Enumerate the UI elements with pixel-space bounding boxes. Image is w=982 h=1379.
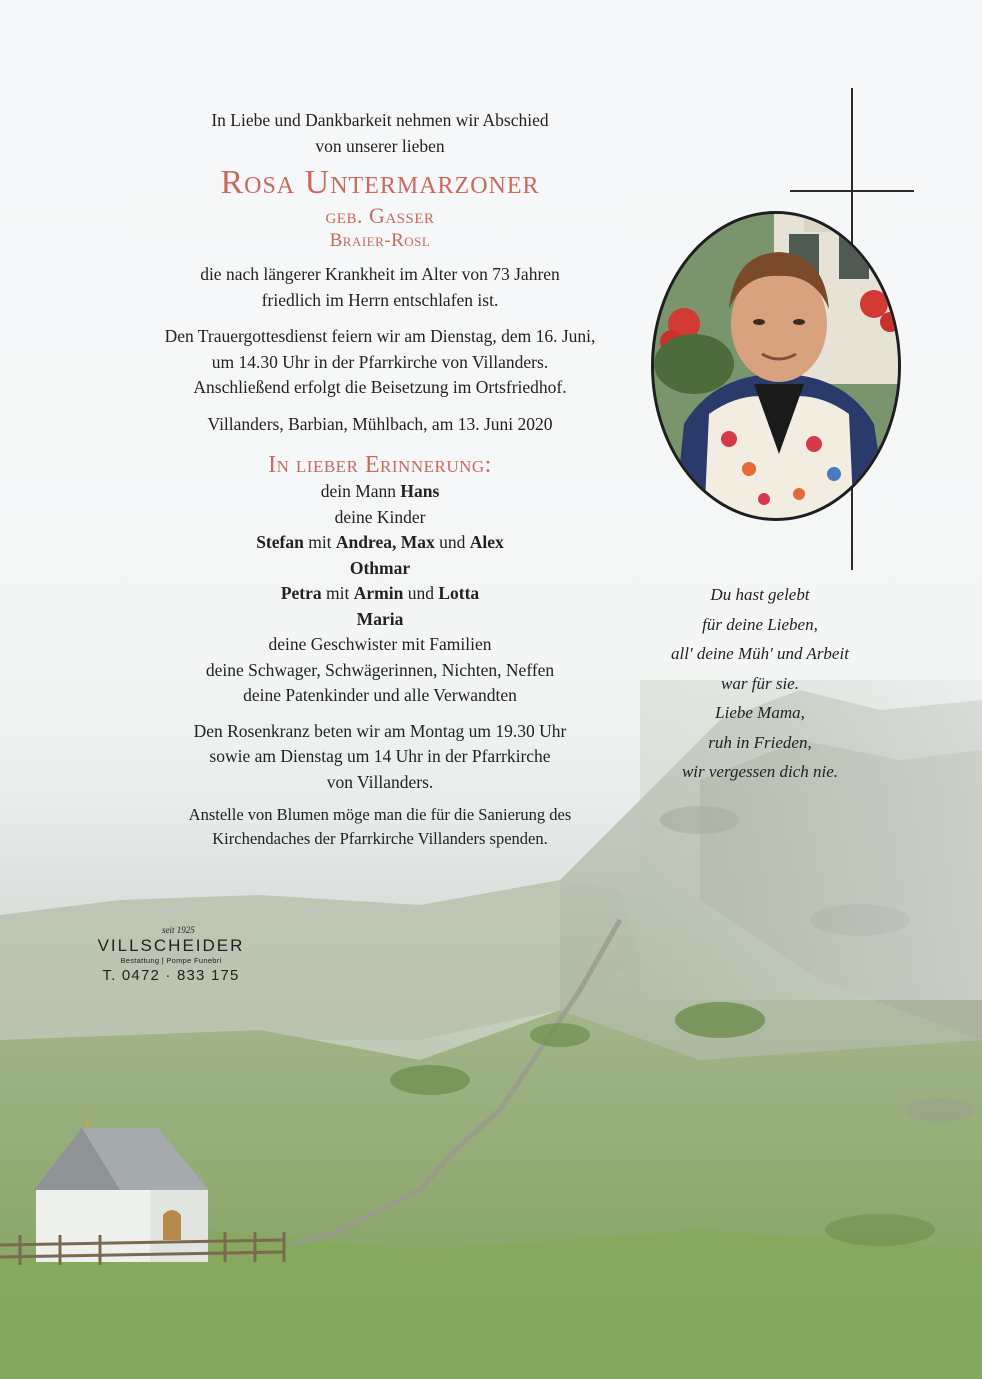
poem-line: ruh in Frieden, [708, 732, 812, 752]
rosary-line-2: sowie am Dienstag um 14 Uhr in der Pfarrkirche [209, 746, 551, 766]
family-names: Andrea, Max [335, 532, 435, 552]
child-name: Stefan [256, 532, 304, 552]
memory-children-label: deine Kinder [334, 506, 426, 527]
poem-line: für deine Lieben, [702, 614, 818, 634]
memory-husband [60, 479, 700, 505]
funeral-line-3: Anschließend erfolgt die Beisetzung im Ortsfriedhof. [193, 377, 567, 397]
child-name: Othmar [349, 557, 411, 578]
portrait-illustration [654, 214, 901, 521]
poem-line: war für sie. [721, 673, 799, 693]
logo-brand: VILLSCHEIDER [97, 936, 245, 955]
rosary-line-1: Den Rosenkranz beten wir am Montag um 19.30 Uhr [193, 720, 567, 741]
memory-row-4 [60, 607, 700, 633]
death-line-2: friedlich im Herrn entschlafen ist. [261, 289, 499, 310]
memory-row-3 [60, 581, 700, 607]
cross-horizontal-bar [790, 190, 914, 192]
memory-godchildren: deine Patenkinder und alle Verwandten [243, 685, 517, 705]
funeral-home-logo [96, 925, 246, 986]
poem-line: Liebe Mama, [715, 703, 805, 722]
rosary-line-3: von Villanders. [326, 771, 434, 792]
memory-siblings: deine Geschwister mit Familien [268, 634, 492, 654]
husband-prefix: dein Mann [320, 481, 401, 501]
memory-row-1 [60, 530, 700, 556]
memory-heading: In lieber Erinnerung: [268, 452, 492, 478]
donation-line-2: Kirchendaches der Pfarrkirche Villanders spenden. [212, 829, 548, 848]
child-name: Petra [280, 583, 322, 603]
child-name: Maria [356, 608, 404, 629]
family-name: Lotta [438, 583, 480, 603]
poem-line: all' deine Müh' und Arbeit [671, 644, 849, 663]
donation-line-1: Anstelle von Blumen möge man die für die Sanierung des [188, 805, 572, 824]
poem [640, 580, 880, 787]
connector-text: und [434, 532, 470, 552]
logo-phone: T. 0472 · 833 175 [102, 967, 240, 984]
nickname: Braier-Rosl [329, 230, 431, 251]
family-name: Alex [469, 532, 504, 552]
connector-text: und [403, 583, 439, 603]
funeral-line-2: um 14.30 Uhr in der Pfarrkirche von Villanders. [211, 351, 549, 372]
intro-line-2: von unserer lieben [315, 135, 445, 156]
death-line-1: die nach längerer Krankheit im Alter von 73 Jahren [200, 264, 560, 284]
logo-subtitle: Bestattung | Pompe Funebri [120, 956, 222, 965]
connector-text: mit [303, 532, 336, 552]
poem-line: wir vergessen dich nie. [681, 762, 839, 781]
birth-name: geb. Gasser [325, 203, 435, 228]
memory-inlaws: deine Schwager, Schwägerinnen, Nichten, Neffen [205, 659, 555, 680]
intro-line-1: In Liebe und Dankbarkeit nehmen wir Abschied [211, 110, 549, 130]
place-date: Villanders, Barbian, Mühlbach, am 13. Juni 2020 [207, 413, 553, 434]
memory-row-2 [60, 556, 700, 582]
family-name: Armin [353, 583, 404, 603]
obituary-text [60, 108, 700, 851]
husband-name: Hans [400, 481, 440, 501]
portrait-photo [651, 211, 901, 521]
logo-since: seit 1925 [162, 925, 195, 935]
deceased-name: Rosa Untermarzoner [220, 164, 540, 201]
poem-line: Du hast gelebt [710, 585, 810, 604]
connector-text: mit [321, 583, 354, 603]
funeral-line-1: Den Trauergottesdienst feiern wir am Dienstag, dem 16. Juni, [164, 326, 596, 346]
